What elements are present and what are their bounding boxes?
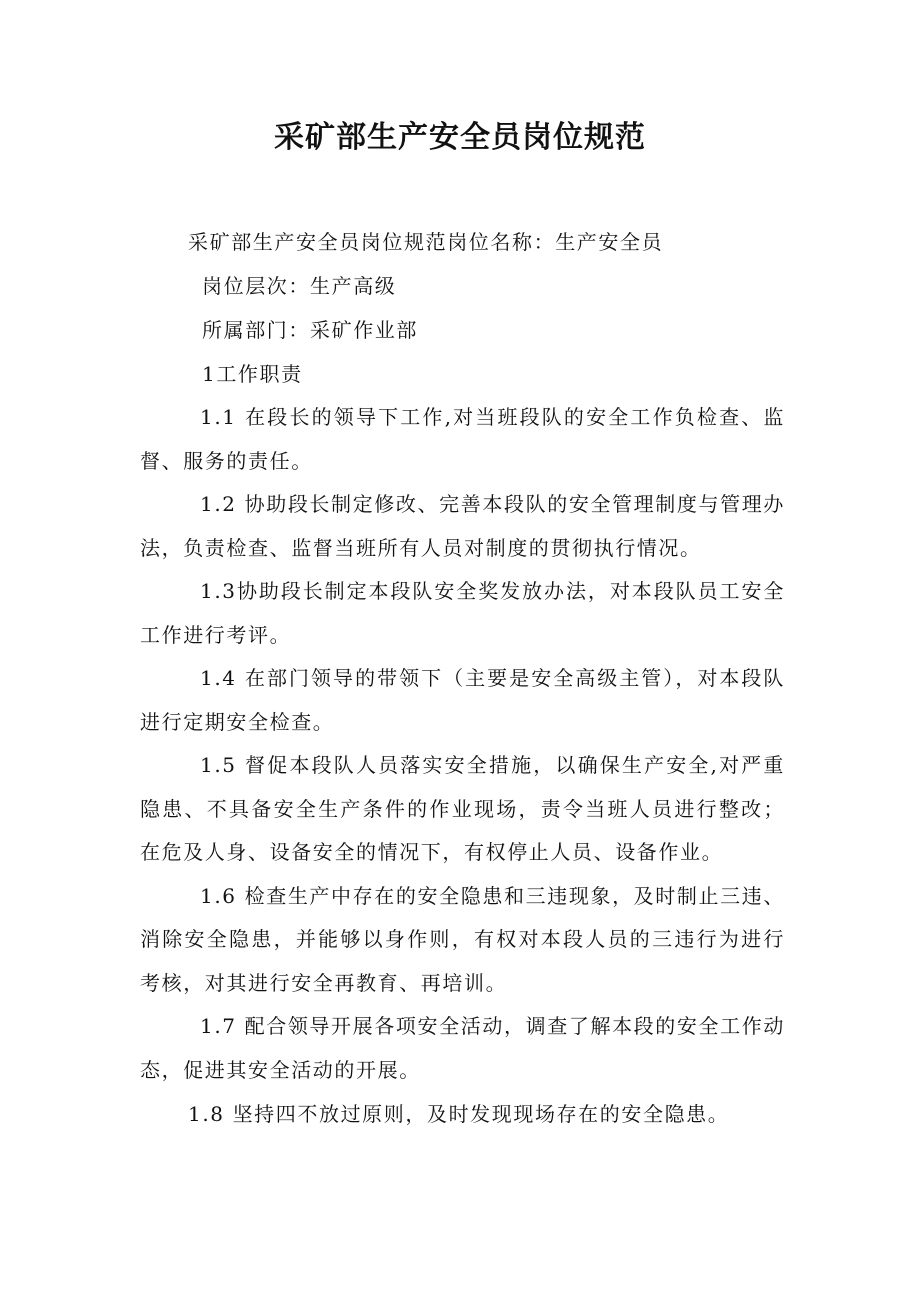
section-heading: 1工作职责 <box>202 362 303 386</box>
paragraph-1-7: 1.7 配合领导开展各项安全活动，调查了解本段的安全工作动态，促进其安全活动的开展。 <box>140 1014 785 1082</box>
paragraph-1-3: 1.3协助段长制定本段队安全奖发放办法，对本段队员工安全工作进行考评。 <box>140 579 785 647</box>
position-level-line: 岗位层次：生产高级 <box>202 274 397 298</box>
document-title: 采矿部生产安全员岗位规范 <box>274 120 646 155</box>
department-line: 所属部门：采矿作业部 <box>202 318 418 342</box>
position-name-line: 采矿部生产安全员岗位规范岗位名称：生产安全员 <box>188 230 664 254</box>
paragraph-1-1: 1.1 在段长的领导下工作,对当班段队的安全工作负检查、监督、服务的责任。 <box>140 405 785 473</box>
paragraph-1-2: 1.2 协助段长制定修改、完善本段队的安全管理制度与管理办法，负责检查、监督当班所有人员对制度的贯彻执行情况。 <box>140 492 785 560</box>
document-body <box>140 220 785 1136</box>
paragraph-1-5: 1.5 督促本段队人员落实安全措施，以确保生产安全,对严重隐患、不具备安全生产条件的作业现场，责令当班人员进行整改；在危及人身、设备安全的情况下，有权停止人员、设备作业。 <box>140 753 785 864</box>
paragraph-1-4: 1.4 在部门领导的带领下（主要是安全高级主管），对本段队进行定期安全检查。 <box>140 666 785 734</box>
paragraph-1-6: 1.6 检查生产中存在的安全隐患和三违现象，及时制止三违、消除安全隐患，并能够以身作则，有权对本段人员的三违行为进行考核，对其进行安全再教育、再培训。 <box>140 883 785 995</box>
paragraph-1-8: 1.8 坚持四不放过原则，及时发现现场存在的安全隐患。 <box>188 1102 730 1126</box>
